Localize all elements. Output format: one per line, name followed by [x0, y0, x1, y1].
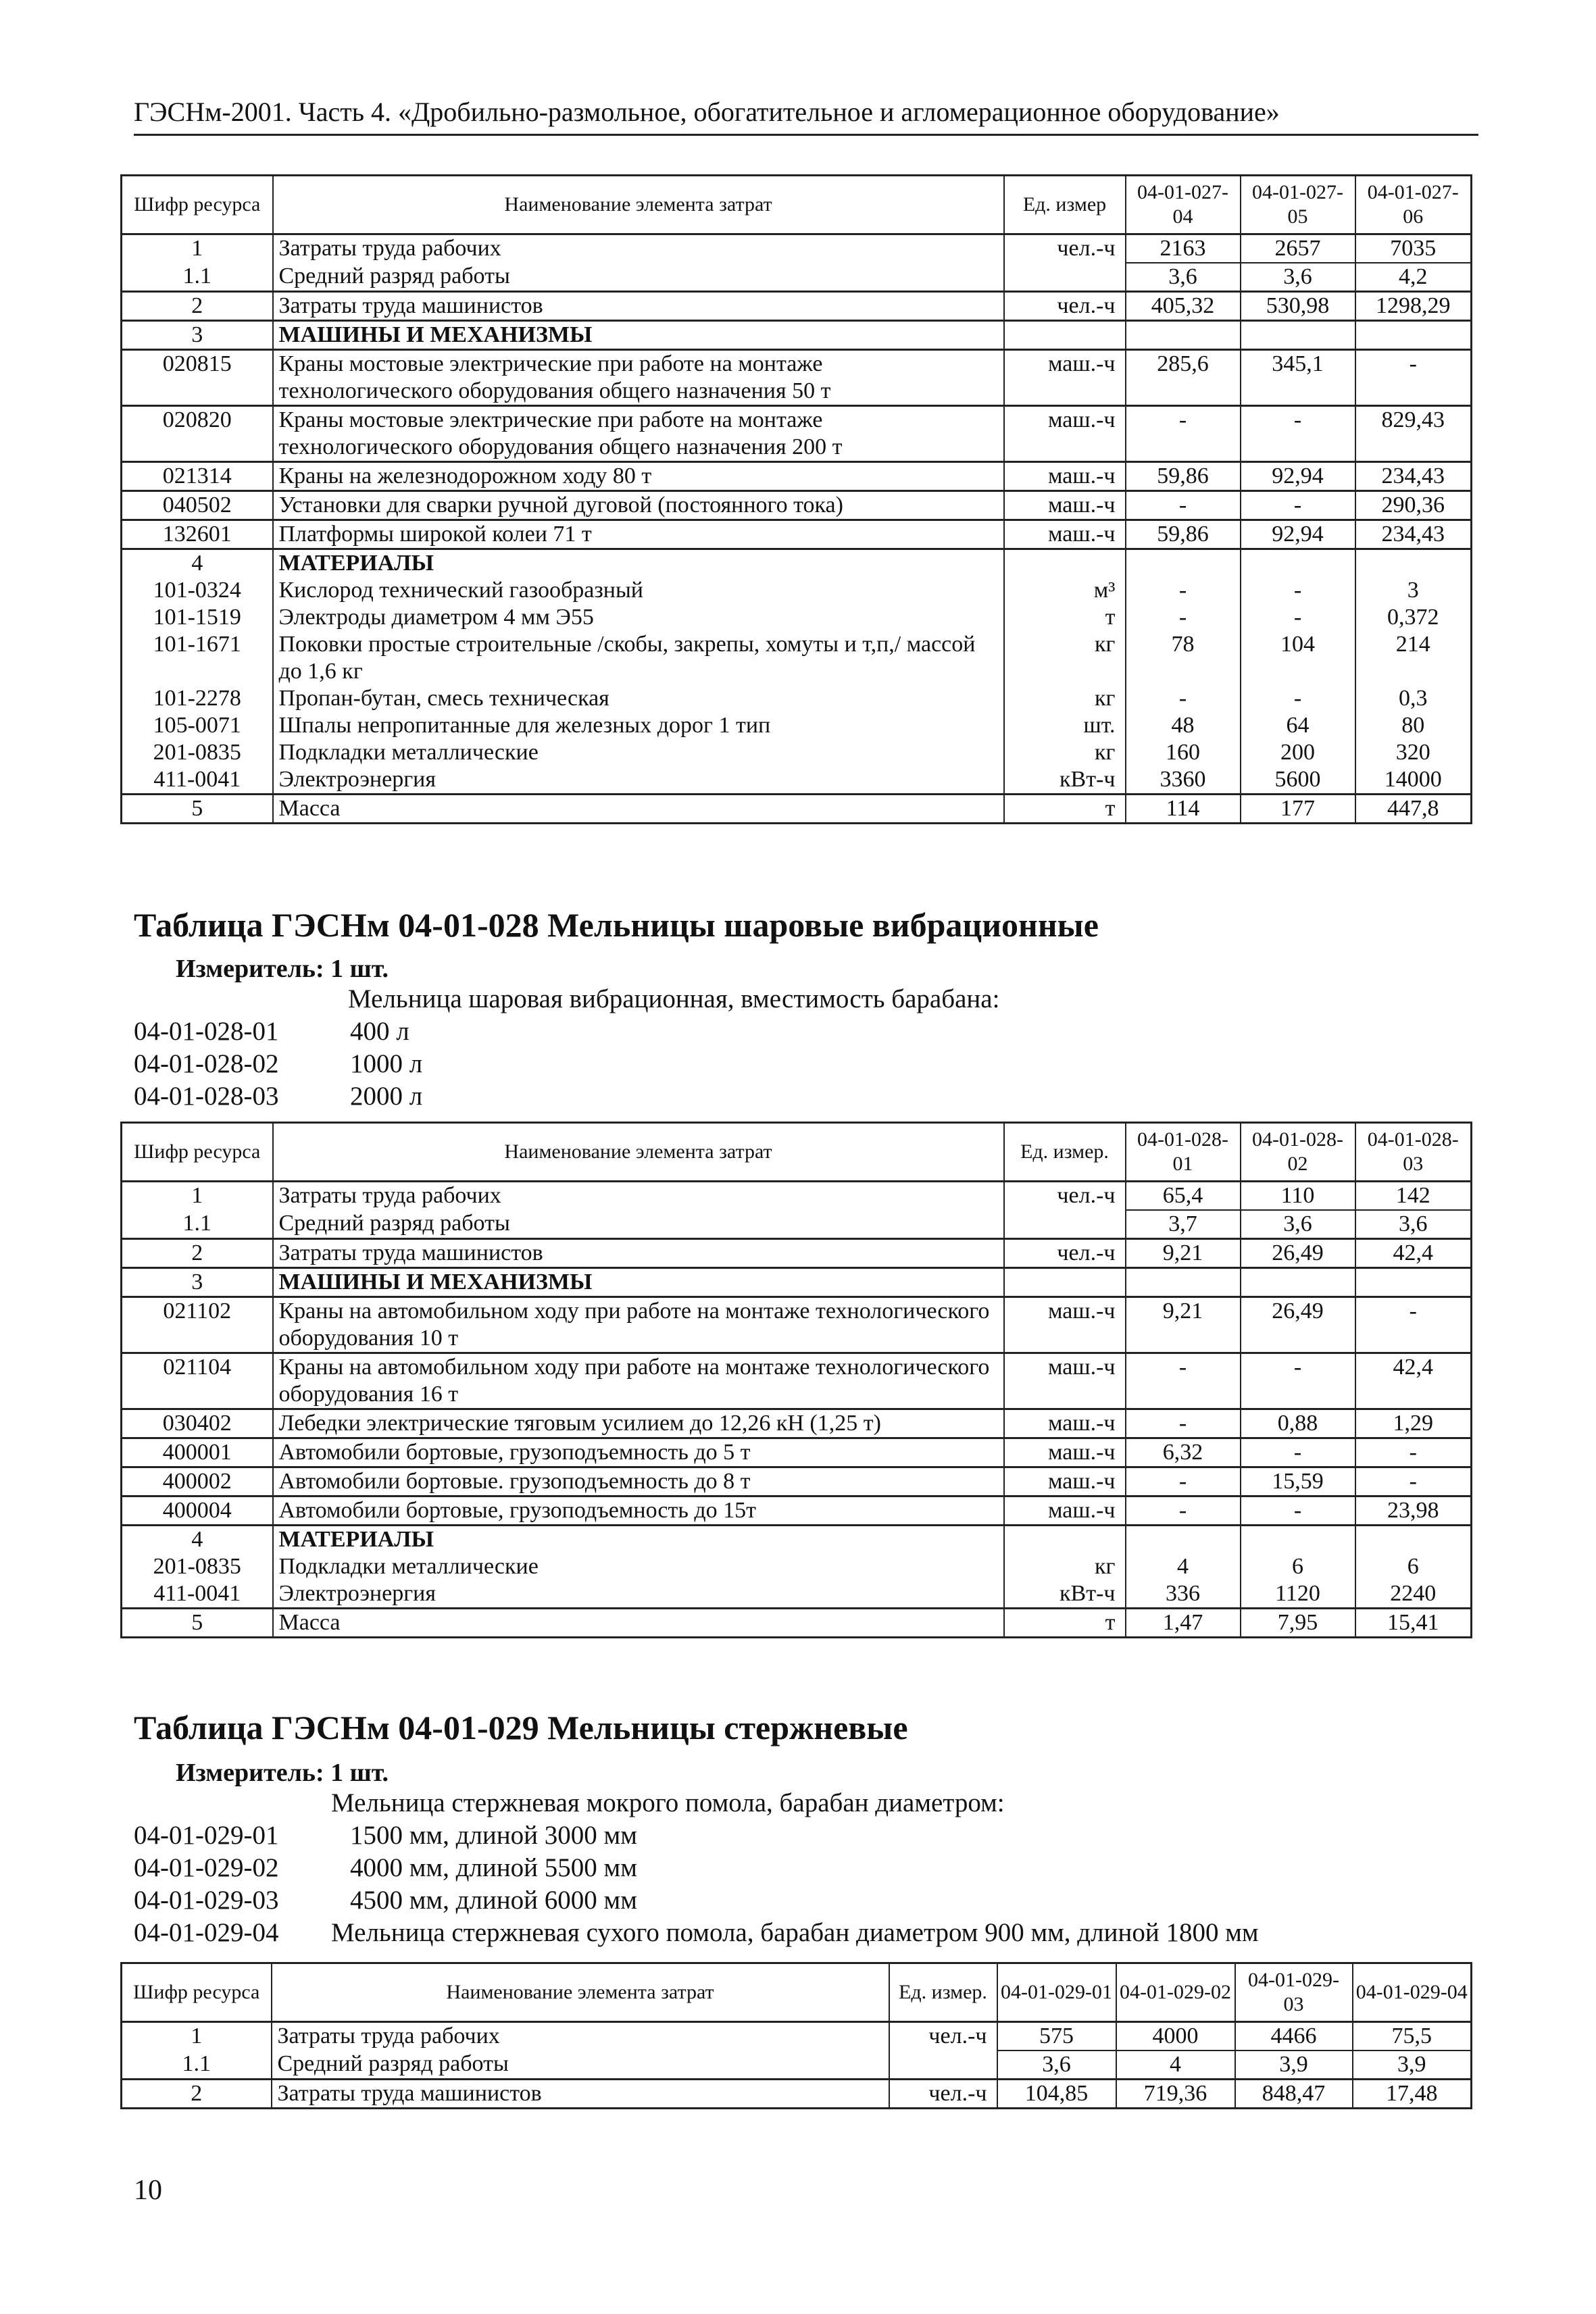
resource-value: 447,8 — [1355, 795, 1472, 824]
resource-value: 42,4 — [1355, 1353, 1472, 1409]
resource-value: 142 — [1355, 1182, 1472, 1211]
resource-value: 6 — [1355, 1553, 1472, 1580]
table-row — [122, 1239, 1472, 1268]
table-row — [122, 1409, 1472, 1438]
col-header-unit: Ед. измер. — [889, 1963, 997, 2022]
table-row — [122, 1438, 1472, 1467]
table-title-028: Таблица ГЭСНм 04-01-028 Мельницы шаровые вибрационные — [134, 906, 1099, 944]
resource-name: Пропан-бутан, смесь техническая — [273, 685, 1004, 712]
resource-value: 75,5 — [1353, 2022, 1472, 2051]
resource-code: 1.1 — [122, 1210, 273, 1239]
description-029: Мельница стержневая мокрого помола, барабан диаметром: — [331, 1788, 1005, 1817]
resource-name: МАТЕРИАЛЫ — [273, 549, 1004, 578]
resource-value: - — [1126, 406, 1241, 462]
resource-name: Кислород технический газообразный — [273, 577, 1004, 604]
resource-value — [1126, 549, 1241, 578]
resource-value: - — [1241, 406, 1355, 462]
table-row — [122, 577, 1472, 604]
resource-value: 1,29 — [1355, 1409, 1472, 1438]
resource-code: 400001 — [122, 1438, 273, 1467]
resource-code: 101-1671 — [122, 631, 273, 685]
description-028: Мельница шаровая вибрационная, вместимость барабана: — [348, 984, 1000, 1013]
measure-029: Измеритель: 1 шт. — [176, 1759, 389, 1787]
resource-value: 48 — [1126, 712, 1241, 739]
table-row — [122, 321, 1472, 350]
resource-code: 1 — [122, 1182, 273, 1211]
resource-value: - — [1355, 1438, 1472, 1467]
col-header-name: Наименование элемента затрат — [272, 1963, 889, 2022]
resource-value — [1126, 1268, 1241, 1297]
resource-value: 59,86 — [1126, 462, 1241, 491]
resource-value — [1241, 549, 1355, 578]
resource-unit: чел.-ч — [1004, 234, 1126, 263]
resource-code: 021102 — [122, 1297, 273, 1353]
resource-name: Средний разряд работы — [273, 1210, 1004, 1239]
table-row — [122, 739, 1472, 766]
resource-code: 101-0324 — [122, 577, 273, 604]
resource-value: 3,7 — [1126, 1210, 1241, 1239]
resource-unit: шт. — [1004, 712, 1126, 739]
resource-value: 15,59 — [1241, 1467, 1355, 1496]
resource-value: 3,9 — [1235, 2051, 1353, 2080]
resource-unit: маш.-ч — [1004, 491, 1126, 520]
col-header-variant: 04-01-029-01 — [997, 1963, 1116, 2022]
resource-value: 114 — [1126, 795, 1241, 824]
resource-value: - — [1126, 604, 1241, 631]
resource-unit — [1004, 321, 1126, 350]
resource-unit: чел.-ч — [1004, 1239, 1126, 1268]
resource-unit: чел.-ч — [889, 2022, 997, 2051]
col-header-unit: Ед. измер. — [1004, 1123, 1126, 1182]
variant-029-02: 04-01-029-02 4000 мм, длиной 5500 мм — [134, 1853, 637, 1882]
resource-unit: кВт-ч — [1004, 766, 1126, 795]
table-row — [122, 2022, 1472, 2051]
resource-value: 92,94 — [1241, 520, 1355, 549]
table-row — [122, 1268, 1472, 1297]
resource-value: 848,47 — [1235, 2080, 1353, 2109]
resource-value: 42,4 — [1355, 1239, 1472, 1268]
resource-unit: маш.-ч — [1004, 406, 1126, 462]
table-row — [122, 1526, 1472, 1554]
resource-unit: маш.-ч — [1004, 1438, 1126, 1467]
table-row — [122, 491, 1472, 520]
resource-value: 65,4 — [1126, 1182, 1241, 1211]
resource-code: 2 — [122, 292, 273, 321]
resource-code: 201-0835 — [122, 739, 273, 766]
variant-029-04: 04-01-029-04 Мельница стержневая сухого помола, барабан диаметром 900 мм, длиной 1800 мм — [134, 1918, 1259, 1947]
table-row — [122, 766, 1472, 795]
col-header-variant: 04-01-028-01 — [1126, 1123, 1241, 1182]
resource-value: 3,6 — [1241, 263, 1355, 292]
resource-unit: кг — [1004, 1553, 1126, 1580]
resource-value: - — [1241, 1496, 1355, 1526]
resource-unit: т — [1004, 1609, 1126, 1638]
resource-unit: маш.-ч — [1004, 520, 1126, 549]
resource-value: 4,2 — [1355, 263, 1472, 292]
resource-value — [1126, 321, 1241, 350]
resource-value: - — [1126, 1409, 1241, 1438]
resource-value: 290,36 — [1355, 491, 1472, 520]
resource-name: Краны на автомобильном ходу при работе на монтаже технологического оборудования 16 т — [273, 1353, 1004, 1409]
resource-value: 719,36 — [1116, 2080, 1235, 2109]
resource-code: 1 — [122, 234, 273, 263]
col-header-variant: 04-01-029-03 — [1235, 1963, 1353, 2022]
resource-value: 3,6 — [1241, 1210, 1355, 1239]
table-title-029: Таблица ГЭСНм 04-01-029 Мельницы стержневые — [134, 1709, 908, 1746]
col-header-variant: 04-01-027-05 — [1241, 176, 1355, 234]
col-header-name: Наименование элемента затрат — [273, 176, 1004, 234]
table-row — [122, 685, 1472, 712]
resource-code: 4 — [122, 1526, 273, 1554]
resource-code: 400002 — [122, 1467, 273, 1496]
table-row — [122, 604, 1472, 631]
resource-value: 9,21 — [1126, 1297, 1241, 1353]
table-row — [122, 2051, 1472, 2080]
resource-code: 105-0071 — [122, 712, 273, 739]
resource-name: Электроэнергия — [273, 1580, 1004, 1609]
resource-name: Краны мостовые электрические при работе на монтаже технологического оборудования общего назначения 200 т — [273, 406, 1004, 462]
resource-unit: кВт-ч — [1004, 1580, 1126, 1609]
table-row — [122, 631, 1472, 685]
table-row — [122, 292, 1472, 321]
resource-code: 1.1 — [122, 263, 273, 292]
resource-value: 78 — [1126, 631, 1241, 685]
col-header-variant: 04-01-027-06 — [1355, 176, 1472, 234]
resource-unit — [1004, 1268, 1126, 1297]
table-row — [122, 462, 1472, 491]
col-header-name: Наименование элемента затрат — [273, 1123, 1004, 1182]
resource-name: Поковки простые строительные /скобы, закрепы, хомуты и т,п,/ массой до 1,6 кг — [273, 631, 1004, 685]
resource-value: 1,47 — [1126, 1609, 1241, 1638]
resource-value: 9,21 — [1126, 1239, 1241, 1268]
resource-name: Автомобили бортовые, грузоподъемность до 15т — [273, 1496, 1004, 1526]
resource-value: 160 — [1126, 739, 1241, 766]
resource-name: Электроды диаметром 4 мм Э55 — [273, 604, 1004, 631]
resource-unit: маш.-ч — [1004, 1467, 1126, 1496]
resource-value — [1355, 549, 1472, 578]
resource-value: - — [1126, 1496, 1241, 1526]
table-row — [122, 2080, 1472, 2109]
resource-value: 2240 — [1355, 1580, 1472, 1609]
resource-code: 5 — [122, 795, 273, 824]
resource-name: Масса — [273, 1609, 1004, 1638]
resource-table-028 — [120, 1122, 1472, 1638]
resource-unit — [889, 2051, 997, 2080]
table-row — [122, 1353, 1472, 1409]
resource-value: 177 — [1241, 795, 1355, 824]
resource-value: 214 — [1355, 631, 1472, 685]
resource-name: МАШИНЫ И МЕХАНИЗМЫ — [273, 321, 1004, 350]
resource-value: 80 — [1355, 712, 1472, 739]
variant-028-03: 04-01-028-03 2000 л — [134, 1082, 423, 1111]
table-row — [122, 1467, 1472, 1496]
resource-unit — [1004, 1210, 1126, 1239]
resource-code: 020820 — [122, 406, 273, 462]
variant-028-01: 04-01-028-01 400 л — [134, 1017, 409, 1046]
resource-value — [1241, 1268, 1355, 1297]
resource-code: 400004 — [122, 1496, 273, 1526]
resource-value: 2163 — [1126, 234, 1241, 263]
col-header-code: Шифр ресурса — [122, 1963, 272, 2022]
resource-value: 1298,29 — [1355, 292, 1472, 321]
resource-value: - — [1241, 685, 1355, 712]
resource-value: 59,86 — [1126, 520, 1241, 549]
resource-value: - — [1126, 685, 1241, 712]
resource-name: Краны мостовые электрические при работе на монтаже технологического оборудования общего назначения 50 т — [273, 350, 1004, 406]
resource-unit: т — [1004, 604, 1126, 631]
resource-unit: т — [1004, 795, 1126, 824]
resource-value — [1355, 321, 1472, 350]
resource-code: 101-1519 — [122, 604, 273, 631]
table-row — [122, 1553, 1472, 1580]
col-header-variant: 04-01-029-02 — [1116, 1963, 1235, 2022]
resource-name: Средний разряд работы — [272, 2051, 889, 2080]
resource-value: - — [1241, 1438, 1355, 1467]
resource-name: Затраты труда машинистов — [273, 292, 1004, 321]
table-row — [122, 1609, 1472, 1638]
resource-unit: чел.-ч — [1004, 1182, 1126, 1211]
resource-value: 15,41 — [1355, 1609, 1472, 1638]
resource-value: 4 — [1116, 2051, 1235, 2080]
resource-name: Подкладки металлические — [273, 739, 1004, 766]
resource-value — [1355, 1268, 1472, 1297]
resource-value: 14000 — [1355, 766, 1472, 795]
resource-name: Установки для сварки ручной дуговой (постоянного тока) — [273, 491, 1004, 520]
resource-value: 23,98 — [1355, 1496, 1472, 1526]
resource-value: 285,6 — [1126, 350, 1241, 406]
page-header: ГЭСНм-2001. Часть 4. «Дробильно-размольное, обогатительное и агломерационное оборудование» — [134, 93, 1478, 136]
resource-code: 411-0041 — [122, 1580, 273, 1609]
resource-unit: маш.-ч — [1004, 350, 1126, 406]
table-row — [122, 263, 1472, 292]
resource-value: 2657 — [1241, 234, 1355, 263]
resource-value: 3360 — [1126, 766, 1241, 795]
table-row — [122, 549, 1472, 578]
resource-table-027 — [120, 174, 1472, 824]
resource-value: 7035 — [1355, 234, 1472, 263]
resource-value: 104 — [1241, 631, 1355, 685]
resource-name: Лебедки электрические тяговым усилием до 12,26 кН (1,25 т) — [273, 1409, 1004, 1438]
resource-value: 0,3 — [1355, 685, 1472, 712]
resource-name: Шпалы непропитанные для железных дорог 1 тип — [273, 712, 1004, 739]
resource-value: 92,94 — [1241, 462, 1355, 491]
resource-unit — [1004, 1526, 1126, 1554]
resource-value: - — [1126, 1353, 1241, 1409]
measure-028: Измеритель: 1 шт. — [176, 955, 389, 983]
resource-value — [1241, 321, 1355, 350]
resource-code: 4 — [122, 549, 273, 578]
resource-value: 530,98 — [1241, 292, 1355, 321]
resource-name: Автомобили бортовые. грузоподъемность до 8 т — [273, 1467, 1004, 1496]
col-header-variant: 04-01-028-03 — [1355, 1123, 1472, 1182]
table-row — [122, 234, 1472, 263]
table-row — [122, 520, 1472, 549]
resource-value: 345,1 — [1241, 350, 1355, 406]
variant-029-03: 04-01-029-03 4500 мм, длиной 6000 мм — [134, 1886, 637, 1915]
resource-unit: чел.-ч — [889, 2080, 997, 2109]
resource-value: 64 — [1241, 712, 1355, 739]
resource-value: 26,49 — [1241, 1239, 1355, 1268]
resource-value: 6,32 — [1126, 1438, 1241, 1467]
resource-name: Подкладки металлические — [273, 1553, 1004, 1580]
resource-value: 1120 — [1241, 1580, 1355, 1609]
resource-unit: маш.-ч — [1004, 1297, 1126, 1353]
resource-value: - — [1355, 1467, 1472, 1496]
resource-value: - — [1241, 604, 1355, 631]
resource-value: 104,85 — [997, 2080, 1116, 2109]
resource-value: 5600 — [1241, 766, 1355, 795]
resource-value: 829,43 — [1355, 406, 1472, 462]
resource-unit: кг — [1004, 739, 1126, 766]
resource-value: 4 — [1126, 1553, 1241, 1580]
resource-name: Затраты труда рабочих — [273, 234, 1004, 263]
resource-value: 0,88 — [1241, 1409, 1355, 1438]
resource-value: - — [1355, 1297, 1472, 1353]
resource-value: 0,372 — [1355, 604, 1472, 631]
col-header-unit: Ед. измер — [1004, 176, 1126, 234]
variant-029-01: 04-01-029-01 1500 мм, длиной 3000 мм — [134, 1821, 637, 1850]
resource-value: 200 — [1241, 739, 1355, 766]
resource-value: - — [1241, 1353, 1355, 1409]
table-row — [122, 350, 1472, 406]
resource-value: - — [1355, 350, 1472, 406]
resource-unit: маш.-ч — [1004, 1353, 1126, 1409]
resource-value: 4000 — [1116, 2022, 1235, 2051]
resource-code: 411-0041 — [122, 766, 273, 795]
resource-value — [1241, 1526, 1355, 1554]
table-row — [122, 1182, 1472, 1211]
resource-code: 5 — [122, 1609, 273, 1638]
resource-unit: маш.-ч — [1004, 1409, 1126, 1438]
resource-unit: м³ — [1004, 577, 1126, 604]
resource-name: Затраты труда рабочих — [272, 2022, 889, 2051]
table-row — [122, 1496, 1472, 1526]
resource-unit — [1004, 549, 1126, 578]
resource-value: 405,32 — [1126, 292, 1241, 321]
table-row — [122, 406, 1472, 462]
col-header-code: Шифр ресурса — [122, 1123, 273, 1182]
resource-table-029 — [120, 1962, 1472, 2109]
resource-code: 3 — [122, 321, 273, 350]
resource-value: - — [1241, 491, 1355, 520]
resource-value: 3 — [1355, 577, 1472, 604]
resource-value: 17,48 — [1353, 2080, 1472, 2109]
resource-code: 132601 — [122, 520, 273, 549]
table-row — [122, 712, 1472, 739]
resource-value: 3,6 — [997, 2051, 1116, 2080]
resource-code: 3 — [122, 1268, 273, 1297]
variant-028-02: 04-01-028-02 1000 л — [134, 1049, 423, 1078]
resource-name: Платформы широкой колеи 71 т — [273, 520, 1004, 549]
resource-code: 101-2278 — [122, 685, 273, 712]
resource-value: 110 — [1241, 1182, 1355, 1211]
resource-value: 7,95 — [1241, 1609, 1355, 1638]
resource-value: 6 — [1241, 1553, 1355, 1580]
resource-value: 26,49 — [1241, 1297, 1355, 1353]
resource-value: - — [1241, 577, 1355, 604]
table-row — [122, 1580, 1472, 1609]
col-header-variant: 04-01-028-02 — [1241, 1123, 1355, 1182]
resource-code: 020815 — [122, 350, 273, 406]
col-header-variant: 04-01-029-04 — [1353, 1963, 1472, 2022]
resource-unit: чел.-ч — [1004, 292, 1126, 321]
resource-name: Средний разряд работы — [273, 263, 1004, 292]
table-row — [122, 795, 1472, 824]
table-row — [122, 1297, 1472, 1353]
resource-value: 234,43 — [1355, 462, 1472, 491]
resource-value: 336 — [1126, 1580, 1241, 1609]
resource-value: 4466 — [1235, 2022, 1353, 2051]
resource-value — [1126, 1526, 1241, 1554]
resource-name: Электроэнергия — [273, 766, 1004, 795]
resource-name: Автомобили бортовые, грузоподъемность до 5 т — [273, 1438, 1004, 1467]
resource-name: Краны на автомобильном ходу при работе на монтаже технологического оборудования 10 т — [273, 1297, 1004, 1353]
resource-value: 234,43 — [1355, 520, 1472, 549]
resource-value: - — [1126, 491, 1241, 520]
resource-unit: маш.-ч — [1004, 462, 1126, 491]
resource-code: 030402 — [122, 1409, 273, 1438]
resource-value: 3,6 — [1355, 1210, 1472, 1239]
resource-name: МАТЕРИАЛЫ — [273, 1526, 1004, 1554]
resource-unit — [1004, 263, 1126, 292]
resource-unit: кг — [1004, 685, 1126, 712]
resource-code: 021104 — [122, 1353, 273, 1409]
resource-name: Затраты труда машинистов — [273, 1239, 1004, 1268]
resource-code: 021314 — [122, 462, 273, 491]
resource-value — [1355, 1526, 1472, 1554]
resource-name: МАШИНЫ И МЕХАНИЗМЫ — [273, 1268, 1004, 1297]
col-header-variant: 04-01-027-04 — [1126, 176, 1241, 234]
resource-name: Затраты труда рабочих — [273, 1182, 1004, 1211]
resource-code: 1.1 — [122, 2051, 272, 2080]
table-row — [122, 1210, 1472, 1239]
page-number: 10 — [134, 2175, 162, 2206]
resource-name: Масса — [273, 795, 1004, 824]
resource-value: 320 — [1355, 739, 1472, 766]
resource-name: Краны на железнодорожном ходу 80 т — [273, 462, 1004, 491]
resource-value: 3,6 — [1126, 263, 1241, 292]
resource-value: 3,9 — [1353, 2051, 1472, 2080]
resource-value: - — [1126, 1467, 1241, 1496]
col-header-code: Шифр ресурса — [122, 176, 273, 234]
resource-code: 2 — [122, 2080, 272, 2109]
resource-name: Затраты труда машинистов — [272, 2080, 889, 2109]
resource-code: 2 — [122, 1239, 273, 1268]
resource-unit: кг — [1004, 631, 1126, 685]
resource-code: 201-0835 — [122, 1553, 273, 1580]
resource-unit: маш.-ч — [1004, 1496, 1126, 1526]
resource-code: 040502 — [122, 491, 273, 520]
resource-value: 575 — [997, 2022, 1116, 2051]
resource-code: 1 — [122, 2022, 272, 2051]
resource-value: - — [1126, 577, 1241, 604]
